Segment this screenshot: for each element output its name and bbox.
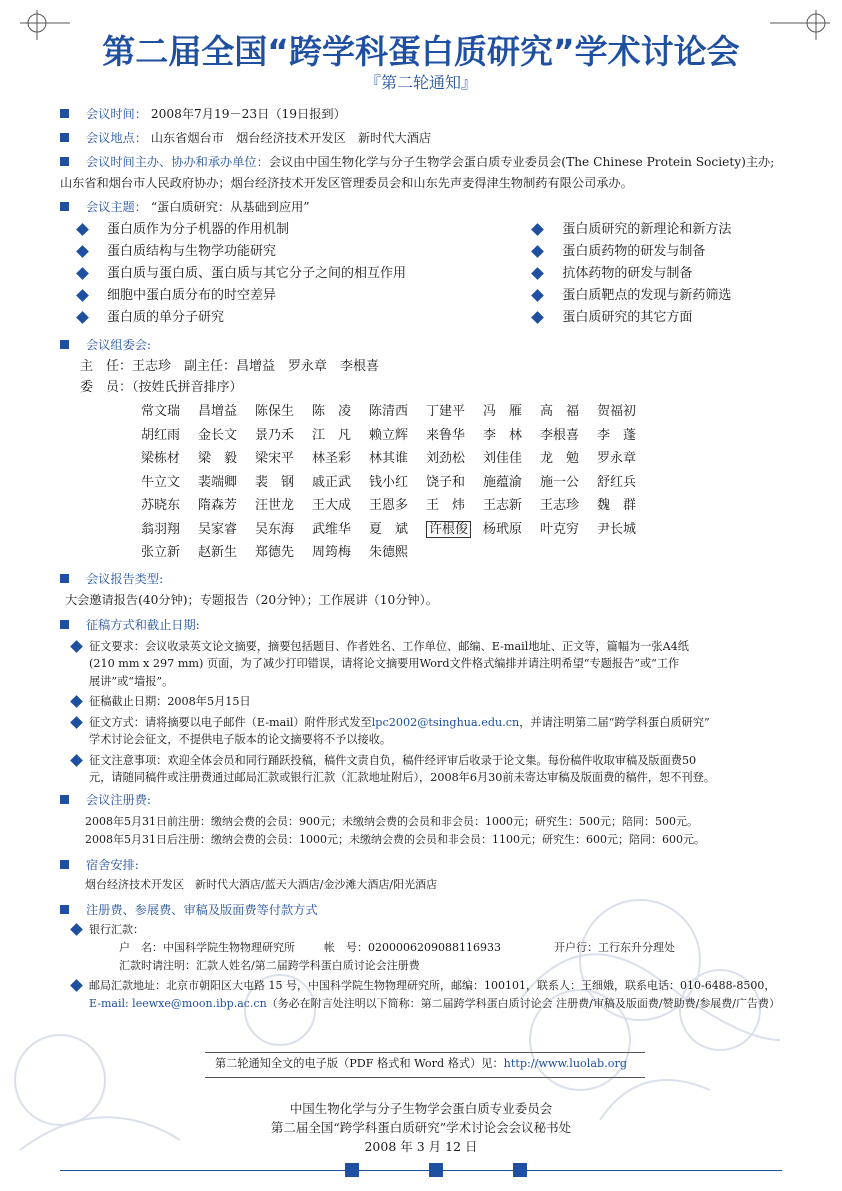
hosts-label: 会议时间主办、协办和承办单位：	[86, 155, 269, 169]
diamond-bullet-icon	[70, 640, 83, 653]
member-name: 陈清西	[369, 404, 409, 420]
square-bullet-icon	[60, 574, 69, 583]
member-name: 胡红雨	[141, 427, 181, 443]
square-bullet-icon	[60, 620, 69, 629]
section-hosts	[60, 152, 820, 194]
square-bullet-icon	[60, 905, 69, 914]
member-name: 梁栋材	[141, 451, 181, 467]
bank-branch: 开户行：工行东升分理处	[554, 940, 675, 954]
section-submission	[60, 615, 820, 787]
theme-value: “蛋白质研究：从基础到应用”	[150, 200, 310, 214]
hosts-value-2: 山东省和烟台市人民政府协办；烟台经济技术开发区管理委员会和山东先声麦得津生物制药有限公司承办。	[60, 176, 633, 190]
member-name: 王恩多	[369, 498, 409, 514]
diamond-bullet-icon	[531, 289, 544, 302]
topic-item: 蛋白质结构与生物学功能研究	[74, 241, 529, 263]
account-name: 户 名：中国科学院生物物理研究所	[119, 940, 295, 954]
diamond-bullet-icon	[76, 223, 89, 236]
member-row	[141, 541, 820, 565]
diamond-bullet-icon	[76, 245, 89, 258]
page-title: 第二届全国“跨学科蛋白质研究”学术讨论会	[102, 32, 740, 71]
hotel-label: 宿舍安排:	[86, 857, 139, 872]
notice-content	[60, 104, 820, 1016]
square-decoration-icon	[345, 1163, 359, 1177]
square-decoration-icon	[513, 1163, 527, 1177]
member-name: 张立新	[141, 545, 181, 561]
member-name: 朱德熙	[369, 545, 409, 561]
member-name: 郑德先	[255, 545, 295, 561]
member-name: 武维华	[312, 521, 352, 537]
member-name: 吴家睿	[198, 521, 238, 537]
member-name: 丁建平	[426, 404, 466, 420]
member-name: 舒红兵	[597, 474, 637, 490]
member-name: 李根喜	[540, 427, 580, 443]
committee-label: 会议组委会:	[86, 338, 152, 352]
member-row	[141, 471, 820, 495]
signature-org: 中国生物化学与分子生物学会蛋白质专业委员会	[289, 1101, 553, 1116]
member-name: 吴东海	[255, 521, 295, 537]
hotel-value: 烟台经济技术开发区 新时代大酒店/蓝天大酒店/金沙滩大酒店/阳光酒店	[85, 877, 438, 891]
topic-item: 细胞中蛋白质分布的时空差异	[74, 285, 529, 307]
member-name: 常文瑞	[141, 404, 181, 420]
diamond-bullet-icon	[531, 267, 544, 280]
member-name: 高 福	[540, 404, 580, 420]
venue-value: 山东省烟台市 烟台经济技术开发区 新时代大酒店	[150, 131, 432, 145]
member-name: 许根俊	[426, 519, 483, 540]
square-bullet-icon	[60, 860, 69, 869]
hosts-value: 会议由中国生物化学与分子生物学会蛋白质专业委员会(The Chinese Protein Society)主办;	[268, 155, 775, 169]
signature-secretariat: 第二届全国“跨学科蛋白质研究”学术讨论会会议秘书处	[270, 1120, 572, 1135]
member-row	[141, 518, 820, 542]
registration-after: 2008年5月31日后注册：缴纳会费的会员：1000元；未缴纳会费的会员和非会员：1100元；研究生：600元；陪同：600元。	[85, 832, 705, 846]
committee-members-heading: 委 员：（按姓氏拼音排序）	[80, 380, 243, 395]
report-value: 大会邀请报告(40分钟)；专题报告（20分钟）；工作展讲（10分钟）。	[65, 592, 438, 607]
member-name: 林其谁	[369, 451, 409, 467]
registration-before: 2008年5月31日前注册：缴纳会费的会员：900元；未缴纳会费的会员和非会员：1000元；研究生：500元；陪同：500元。	[85, 814, 698, 828]
submission-label: 征稿方式和截止日期:	[86, 617, 200, 632]
diamond-bullet-icon	[70, 716, 83, 729]
member-name: 来鲁华	[426, 427, 466, 443]
member-name: 王志珍	[540, 498, 580, 514]
member-name: 梁宋平	[255, 451, 295, 467]
member-name: 冯 雁	[483, 404, 523, 420]
member-name: 裴 钢	[255, 474, 295, 490]
member-name: 饶子和	[426, 474, 466, 490]
footer-electronic-version: 第二轮通知全文的电子版（PDF 格式和 Word 格式）见：http://www.luolab.org	[214, 1057, 628, 1070]
diamond-bullet-icon	[70, 754, 83, 767]
member-name: 赵新生	[198, 545, 238, 561]
diamond-bullet-icon	[70, 695, 83, 708]
member-name: 汪世龙	[255, 498, 295, 514]
square-bullet-icon	[60, 340, 69, 349]
square-bullet-icon	[60, 109, 69, 118]
diamond-bullet-icon	[76, 267, 89, 280]
member-name: 隋森芳	[198, 498, 238, 514]
square-bullet-icon	[60, 202, 69, 211]
topic-item: 蛋白质研究的新理论和新方法	[529, 219, 820, 241]
member-name: 梁 毅	[198, 451, 238, 467]
square-bullet-icon	[60, 795, 69, 804]
diamond-bullet-icon	[76, 289, 89, 302]
member-name: 景乃禾	[255, 427, 295, 443]
section-venue	[60, 128, 820, 149]
member-row	[141, 494, 820, 518]
member-row	[141, 424, 820, 448]
diamond-bullet-icon	[531, 223, 544, 236]
section-payment	[60, 900, 820, 1013]
member-name: 夏 斌	[369, 521, 409, 537]
member-name: 陈保生	[255, 404, 295, 420]
submission-notes: 征文注意事项：欢迎全体会员和同行踊跃投稿，稿件文责自负，稿件经评审后收录于论文集。每份稿件收取审稿及版面费50 元，请随同稿件或注册费通过邮局汇款或银行汇款（汇款地址附后），2008年6月30前未寄达审稿及版面费的稿件，恕不刊登。	[69, 752, 820, 787]
signature-block	[0, 1099, 842, 1156]
submission-email-link[interactable]: lpc2002@tsinghua.edu.cn	[371, 715, 520, 729]
topic-item: 蛋白质研究的其它方面	[529, 307, 820, 329]
member-name: 苏晓东	[141, 498, 181, 514]
payment-label: 注册费、参展费、审稿及版面费等付款方式	[86, 902, 318, 917]
member-name: 魏 群	[597, 498, 637, 514]
topics-left	[74, 219, 529, 329]
square-decoration-icon	[429, 1163, 443, 1177]
member-row	[141, 400, 820, 424]
member-name: 裴端卿	[198, 474, 238, 490]
committee-chairs: 主 任：王志珍 副主任：昌增益 罗永章 李根喜	[80, 359, 380, 374]
member-name: 牛立文	[141, 474, 181, 490]
member-name: 翁羽翔	[141, 521, 181, 537]
topic-item: 蛋白质靶点的发现与新药筛选	[529, 285, 820, 307]
diamond-bullet-icon	[76, 311, 89, 324]
topic-item: 蛋白质与蛋白质、蛋白质与其它分子之间的相互作用	[74, 263, 529, 285]
member-name: 杨玳原	[483, 521, 523, 537]
venue-label: 会议地点：	[86, 131, 147, 145]
member-name: 周筠梅	[312, 545, 352, 561]
member-name: 李 林	[483, 427, 523, 443]
square-bullet-icon	[60, 133, 69, 142]
bank-note: 汇款时请注明：汇款人姓名/第二届跨学科蛋白质讨论会注册费	[119, 958, 420, 972]
member-name: 刘佳佳	[483, 451, 523, 467]
bottom-squares	[345, 1163, 527, 1177]
member-name: 李 蓬	[597, 427, 637, 443]
member-name: 戚正武	[312, 474, 352, 490]
section-committee	[60, 335, 820, 565]
member-name: 陈 凌	[312, 404, 352, 420]
member-name: 刘劲松	[426, 451, 466, 467]
member-name: 昌增益	[198, 404, 238, 420]
member-name: 王志新	[483, 498, 523, 514]
section-registration	[60, 790, 820, 849]
member-row	[141, 447, 820, 471]
square-bullet-icon	[60, 157, 69, 166]
time-label: 会议时间：	[86, 107, 147, 121]
diamond-bullet-icon	[70, 923, 83, 936]
section-report	[60, 569, 820, 611]
time-value: 2008年7月19－23日（19日报到）	[150, 107, 346, 121]
theme-label: 会议主题：	[86, 200, 147, 214]
registration-label: 会议注册费:	[86, 792, 152, 807]
member-name: 王大成	[312, 498, 352, 514]
submission-deadline: 征稿截止日期：2008年5月15日	[69, 693, 820, 711]
topic-item: 蛋白质的单分子研究	[74, 307, 529, 329]
member-name: 江 凡	[312, 427, 352, 443]
theme-topics	[74, 219, 820, 329]
topic-item: 抗体药物的研发与制备	[529, 263, 820, 285]
member-name: 钱小红	[369, 474, 409, 490]
diamond-bullet-icon	[531, 245, 544, 258]
member-name: 金长文	[198, 427, 238, 443]
member-name: 罗永章	[597, 451, 637, 467]
bank-transfer: 银行汇款： 户 名：中国科学院生物物理研究所 帐 号：0200006209088116933 开户行：工行东升分理处 汇款时请注明：汇款人姓名/第二届跨学科蛋白质讨论会注册费	[69, 921, 820, 975]
section-theme	[60, 197, 820, 329]
member-name: 尹长城	[597, 521, 637, 537]
committee-members-grid	[141, 400, 820, 565]
page-subtitle: 『第二轮通知』	[364, 73, 477, 92]
member-name: 龙 勉	[540, 451, 580, 467]
section-hotel	[60, 855, 820, 894]
topic-item: 蛋白质作为分子机器的作用机制	[74, 219, 529, 241]
member-name: 王 炜	[426, 498, 466, 514]
member-name: 林圣彩	[312, 451, 352, 467]
topic-item: 蛋白质药物的研发与制备	[529, 241, 820, 263]
member-name: 施蕴渝	[483, 474, 523, 490]
section-time	[60, 104, 820, 125]
diamond-bullet-icon	[70, 979, 83, 992]
diamond-bullet-icon	[531, 311, 544, 324]
member-name: 贺福初	[597, 404, 637, 420]
signature-date: 2008 年 3 月 12 日	[364, 1139, 478, 1154]
report-label: 会议报告类型:	[86, 571, 164, 586]
member-name: 赖立辉	[369, 427, 409, 443]
post-email-link[interactable]: E-mail: leewxe@moon.ibp.ac.cn	[89, 996, 267, 1010]
account-number: 帐 号：0200006209088116933	[324, 940, 501, 954]
submission-requirements: 征文要求：会议收录英文论文摘要，摘要包括题目、作者姓名、工作单位、邮编、E-mail地址、正文等，篇幅为一张A4纸 (210 mm x 297 mm) 页面，为了减少打印错误，请将论文摘要用Word文件格式编排并请注明希望“专题报告”或“工作 展讲”或“墙报”。	[69, 638, 820, 691]
footer-url-link[interactable]: http://www.luolab.org	[503, 1057, 628, 1070]
submission-method: 征文方式：请将摘要以电子邮件（E-mail）附件形式发至lpc2002@tsinghua.edu.cn，并请注明第二届“跨学科蛋白质研究” 学术讨论会征文，不提供电子版本的论文摘要将不予以接收。	[69, 714, 820, 749]
member-name: 施一公	[540, 474, 580, 490]
topics-right	[529, 219, 820, 329]
member-name: 叶克穷	[540, 521, 580, 537]
post-transfer: 邮局汇款地址：北京市朝阳区大屯路 15 号，中国科学院生物物理研究所，邮编：100101，联系人：王细娥，联系电话：010-6488-8500， E-mail: leewxe@moon.ibp.ac.cn（务必在附言处注明以下简称：第二届跨学科蛋白质讨论会 注册费/审稿及版面费/赞助费/参展费/广告费）	[69, 977, 820, 1013]
